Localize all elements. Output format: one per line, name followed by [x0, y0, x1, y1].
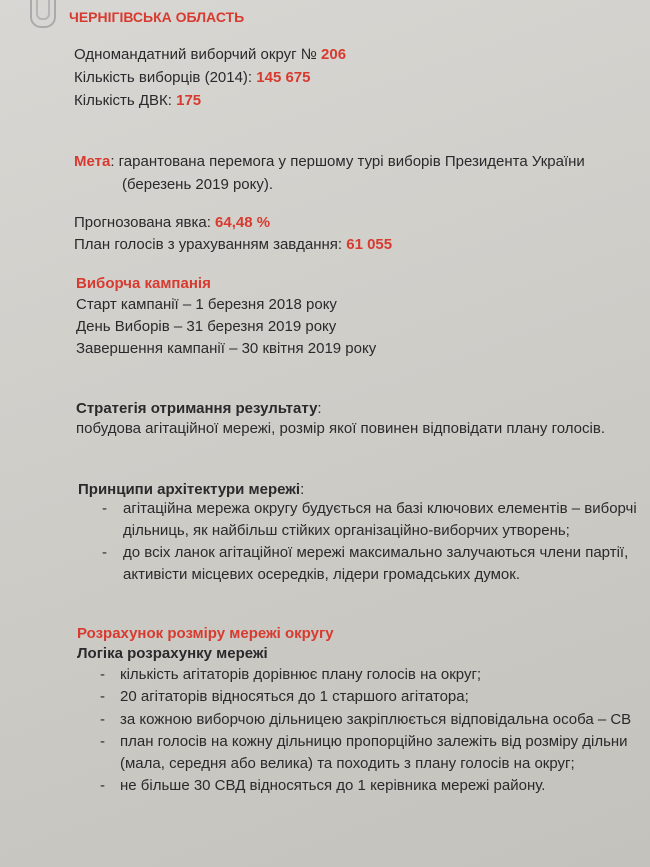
paperclip-inner-icon: [36, 0, 50, 20]
principles-item-2a: до всіх ланок агітаційної мережі максимально залучаються члени партії,: [123, 544, 629, 561]
turnout-label: Прогнозована явка:: [74, 214, 216, 231]
campaign-election-day: День Виборів – 31 березня 2019 року: [76, 318, 337, 335]
voters-line: [74, 69, 311, 87]
calc-item-2: 20 агітаторів відносяться до 1 старшого агітатора;: [120, 688, 469, 705]
calc-item-1: кількість агітаторів дорівнює плану голосів на округ;: [120, 666, 482, 683]
calc-bullet-4: -: [100, 733, 105, 750]
goal-label: Мета: [74, 153, 111, 170]
principles-heading: Принципи архітектури мережі: [78, 481, 301, 498]
strategy-heading: Стратегія отримання результату: [76, 400, 318, 417]
principles-item-2b: активісти місцевих осередків, лідери громадських думок.: [123, 566, 520, 583]
calc-bullet-1: -: [100, 666, 105, 683]
turnout-line: [74, 214, 270, 232]
calc-bullet-3: -: [100, 711, 105, 728]
voters-label: Кількість виборців (2014):: [74, 69, 257, 86]
district-label: Одномандатний виборчий округ №: [74, 46, 322, 63]
dvk-label: Кількість ДВК:: [74, 92, 177, 109]
calc-item-3: за кожною виборчою дільницею закріплюється відповідальна особа – СВ: [120, 711, 632, 728]
district-line: [74, 46, 346, 64]
principles-item-1a: агітаційна мережа округу будується на базі ключових елементів – виборчі: [123, 500, 637, 517]
goal-text-1: : гарантована перемога у першому турі виборів Президента України: [110, 153, 585, 170]
calculation-subheading: Логіка розрахунку мережі: [77, 645, 268, 662]
plan-label: План голосів з урахуванням завдання:: [74, 236, 347, 253]
campaign-end: Завершення кампанії – 30 квітня 2019 року: [76, 340, 377, 357]
principles-bullet-2: -: [102, 544, 107, 561]
goal-line: [74, 153, 585, 171]
calc-bullet-5: -: [100, 777, 105, 794]
calc-item-4b: (мала, середня або велика) та походить з плану голосів на округ;: [120, 755, 575, 772]
calc-item-5: не більше 30 СВД відносяться до 1 керівника мережі району.: [120, 777, 546, 794]
calculation-heading: Розрахунок розміру мережі округу: [77, 625, 334, 642]
principles-colon: :: [300, 481, 305, 498]
goal-text-2: (березень 2019 року).: [122, 176, 274, 193]
campaign-heading: Виборча кампанія: [76, 275, 211, 292]
principles-heading-line: [78, 481, 304, 499]
principles-bullet-1: -: [102, 500, 107, 517]
strategy-colon: :: [317, 400, 322, 417]
plan-value: 61 055: [346, 236, 393, 253]
region-title: ЧЕРНІГІВСЬКА ОБЛАСТЬ: [69, 9, 245, 25]
district-number: 206: [321, 46, 347, 63]
turnout-value: 64,48 %: [215, 214, 271, 231]
principles-item-1b: дільниць, як найбільш стійких організаційно-виборчих утворень;: [123, 522, 570, 539]
campaign-start: Старт кампанії – 1 березня 2018 року: [76, 296, 337, 313]
dvk-value: 175: [176, 92, 202, 109]
calc-item-4a: план голосів на кожну дільницю пропорційно залежіть від розміру дільни: [120, 733, 628, 750]
strategy-heading-line: [76, 400, 322, 418]
dvk-line: [74, 92, 201, 110]
voters-value: 145 675: [256, 69, 311, 86]
calc-bullet-2: -: [100, 688, 105, 705]
strategy-text: побудова агітаційної мережі, розмір якої повинен відповідати плану голосів.: [76, 420, 605, 437]
plan-line: [74, 236, 392, 254]
